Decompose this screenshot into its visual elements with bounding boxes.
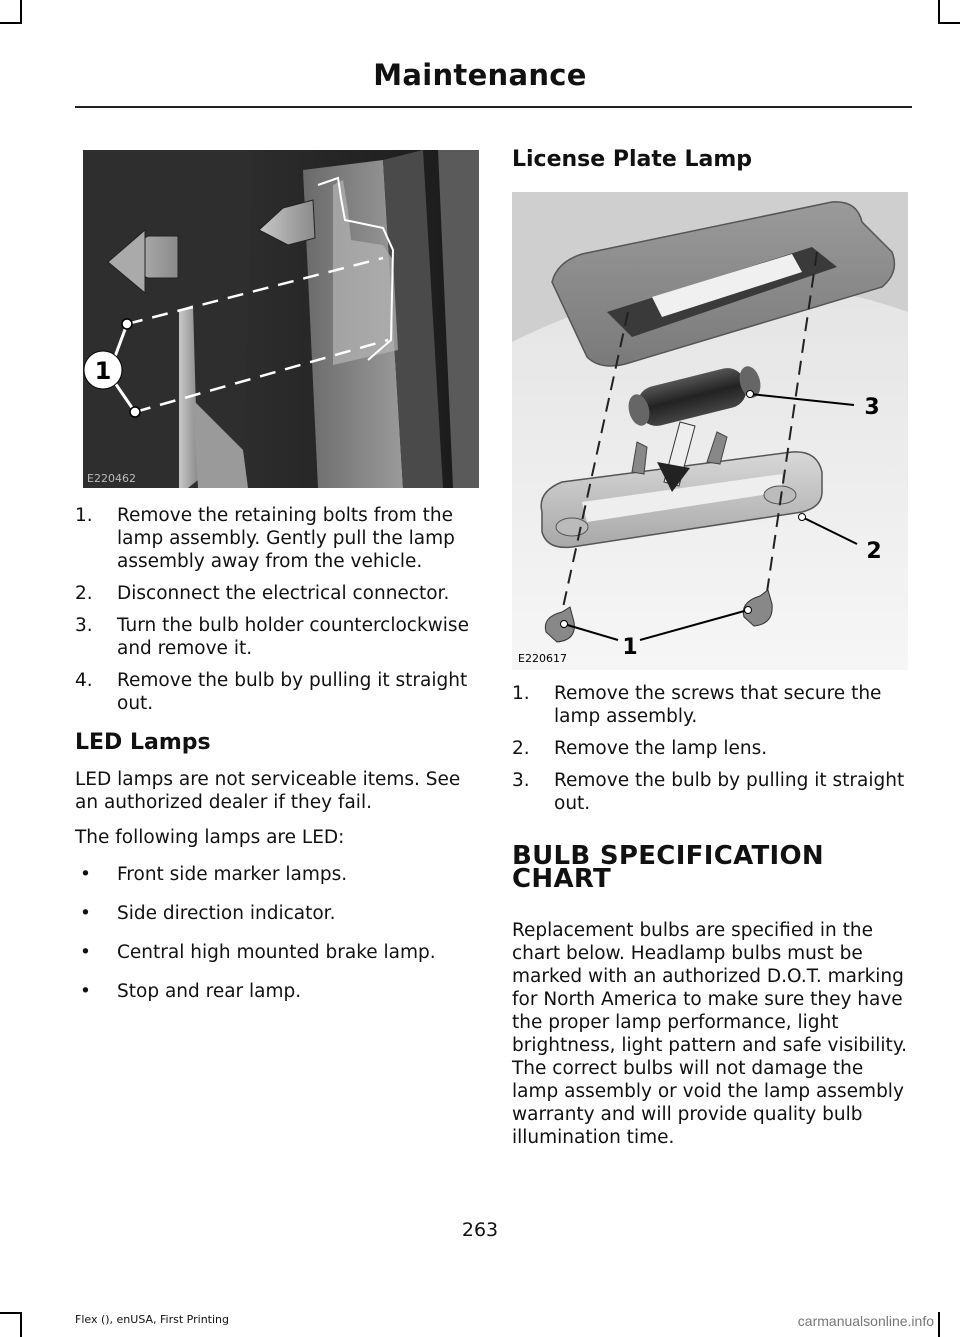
list-item: 2. Remove the lamp lens. bbox=[512, 738, 768, 759]
list-item: 1. Remove the retaining bolts from the lamp assembly. Gently pull the lamp assembly away from the vehicle. bbox=[75, 505, 455, 572]
plate-lamp-steps bbox=[512, 682, 912, 815]
crop-mark bbox=[20, 1312, 22, 1337]
list-item: • Stop and rear lamp. bbox=[75, 980, 475, 1003]
lamp-removal-steps bbox=[75, 504, 475, 715]
figure-callout-3: 3 bbox=[864, 395, 880, 420]
list-item: • Front side marker lamps. bbox=[75, 863, 475, 886]
license-plate-lamp-figure bbox=[512, 192, 908, 670]
list-item: 1. Remove the screws that secure the lamp assembly. bbox=[512, 683, 882, 727]
led-lamps-heading: LED Lamps bbox=[75, 730, 211, 755]
list-item: • Side direction indicator. bbox=[75, 902, 475, 925]
page-number: 263 bbox=[461, 1219, 499, 1241]
list-item: 2. Disconnect the electrical connector. bbox=[75, 583, 450, 604]
crop-mark bbox=[20, 0, 22, 24]
crop-mark bbox=[0, 1312, 20, 1314]
crop-mark bbox=[0, 22, 20, 24]
left-column bbox=[75, 504, 475, 1019]
figure-callout-1: 1 bbox=[94, 357, 112, 385]
led-list-intro: The following lamps are LED: bbox=[75, 827, 345, 848]
rear-lamp-removal-figure bbox=[83, 150, 479, 488]
crop-mark bbox=[938, 1312, 940, 1337]
led-paragraph: LED lamps are not serviceable items. See an authorized dealer if they fail. bbox=[75, 769, 461, 813]
header-divider bbox=[75, 106, 912, 108]
page-title: Maintenance bbox=[373, 58, 587, 92]
figure-code: E220462 bbox=[87, 472, 136, 485]
list-item: • Central high mounted brake lamp. bbox=[75, 941, 475, 964]
license-plate-heading: License Plate Lamp bbox=[512, 147, 753, 172]
crop-mark bbox=[940, 22, 960, 24]
bulb-chart-heading: BULB SPECIFICATION CHART bbox=[512, 841, 824, 894]
footer-text: Flex (), enUSA, First Printing bbox=[75, 1313, 229, 1326]
bulb-chart-paragraph: Replacement bulbs are specified in the chart below. Headlamp bulbs must be marked with an authorized D.O.T. marking for North America to make sure they have the proper lamp performance, light brightness, light pattern and safe visibility. The correct bulbs will not damage the lamp assembly or void the lamp assembly warranty and will provide quality bulb illumination time. bbox=[512, 920, 908, 1148]
list-item: 4. Remove the bulb by pulling it straight out. bbox=[75, 670, 468, 714]
list-item: 3. Remove the bulb by pulling it straight out. bbox=[512, 770, 905, 814]
figure-callout-2: 2 bbox=[866, 539, 882, 564]
figure-code: E220617 bbox=[518, 652, 567, 665]
figure-callout-1: 1 bbox=[622, 635, 638, 660]
crop-mark bbox=[938, 0, 940, 24]
rear-lamp-illustration bbox=[83, 150, 479, 488]
right-column bbox=[512, 682, 912, 1149]
license-plate-illustration bbox=[512, 192, 908, 670]
led-lamp-list bbox=[75, 863, 475, 1003]
watermark: carmanualsonline.info bbox=[797, 1313, 934, 1329]
list-item: 3. Turn the bulb holder counterclockwise and remove it. bbox=[75, 615, 469, 659]
